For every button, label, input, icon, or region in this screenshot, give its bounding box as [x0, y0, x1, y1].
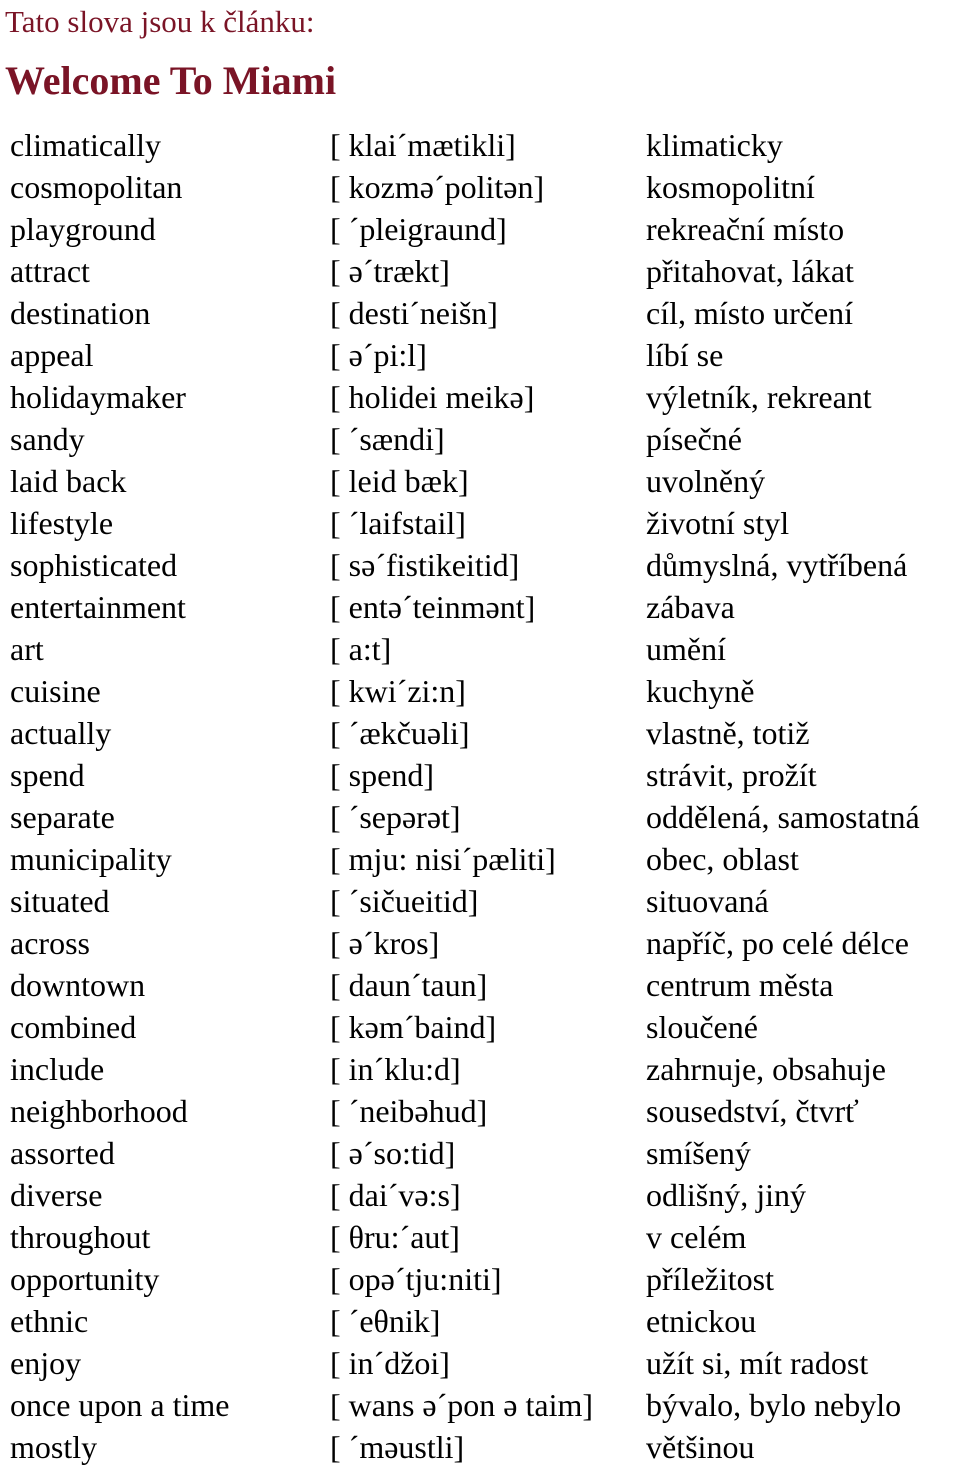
- pronunciation: [ wans ə´pon ə taim]: [330, 1387, 594, 1423]
- czech-translation: uvolněný: [646, 463, 766, 499]
- czech-translation: užít si, mít radost: [646, 1345, 869, 1381]
- pronunciation: [ kwi´zi:n]: [330, 673, 466, 709]
- vocab-row: [0, 964, 960, 1006]
- english-word: opportunity: [10, 1261, 160, 1297]
- czech-translation: umění: [646, 631, 726, 667]
- czech-translation: přitahovat, lákat: [646, 253, 854, 289]
- czech-translation: bývalo, bylo nebylo: [646, 1387, 902, 1423]
- pronunciation: [ in´džoi]: [330, 1345, 450, 1381]
- czech-translation: výletník, rekreant: [646, 379, 872, 415]
- vocab-row: [0, 1006, 960, 1048]
- english-word: throughout: [10, 1219, 151, 1255]
- pronunciation: [ ´sændi]: [330, 421, 445, 457]
- pronunciation: [ mju: nisi´pæliti]: [330, 841, 556, 877]
- vocab-row: [0, 838, 960, 880]
- vocab-row: [0, 1174, 960, 1216]
- english-word: actually: [10, 715, 112, 751]
- vocab-row: [0, 1132, 960, 1174]
- czech-translation: odlišný, jiný: [646, 1177, 807, 1213]
- czech-translation: vlastně, totiž: [646, 715, 810, 751]
- czech-translation: zahrnuje, obsahuje: [646, 1051, 886, 1087]
- vocab-row: [0, 1342, 960, 1384]
- english-word: municipality: [10, 841, 172, 877]
- english-word: climatically: [10, 127, 162, 163]
- english-word: separate: [10, 799, 115, 835]
- english-word: appeal: [10, 337, 94, 373]
- page-title: Welcome To Miami: [5, 58, 337, 103]
- pronunciation: [ ´eθnik]: [330, 1303, 441, 1339]
- pronunciation: [ sə´fistikeitid]: [330, 547, 520, 583]
- english-word: spend: [10, 757, 85, 793]
- pronunciation: [ desti´neišn]: [330, 295, 498, 331]
- pronunciation: [ ´sepərət]: [330, 799, 461, 835]
- pronunciation: [ ə´kros]: [330, 925, 440, 961]
- english-word: downtown: [10, 967, 146, 1003]
- czech-translation: napříč, po celé délce: [646, 925, 909, 961]
- vocab-row: [0, 334, 960, 376]
- czech-translation: sousedství, čtvrť: [646, 1093, 859, 1129]
- english-word: mostly: [10, 1429, 98, 1465]
- vocab-row: [0, 1048, 960, 1090]
- english-word: laid back: [10, 463, 127, 499]
- english-word: assorted: [10, 1135, 115, 1171]
- english-word: destination: [10, 295, 151, 331]
- czech-translation: oddělená, samostatná: [646, 799, 920, 835]
- pronunciation: [ ´sičueitid]: [330, 883, 479, 919]
- vocab-row: [0, 1258, 960, 1300]
- czech-translation: strávit, prožít: [646, 757, 817, 793]
- czech-translation: kuchyně: [646, 673, 755, 709]
- vocab-row: [0, 544, 960, 586]
- vocab-row: [0, 460, 960, 502]
- english-word: enjoy: [10, 1345, 82, 1381]
- pronunciation: [ ´neibəhud]: [330, 1093, 488, 1129]
- vocab-row: [0, 1384, 960, 1426]
- vocab-row: [0, 922, 960, 964]
- czech-translation: rekreační místo: [646, 211, 845, 247]
- czech-translation: centrum města: [646, 967, 834, 1003]
- vocab-row: [0, 292, 960, 334]
- english-word: art: [10, 631, 44, 667]
- pronunciation: [ θru:´aut]: [330, 1219, 460, 1255]
- english-word: holidaymaker: [10, 379, 186, 415]
- pronunciation: [ ´laifstail]: [330, 505, 466, 541]
- czech-translation: obec, oblast: [646, 841, 799, 877]
- vocab-row: [0, 1216, 960, 1258]
- czech-translation: životní styl: [646, 505, 790, 541]
- vocab-row: [0, 796, 960, 838]
- czech-translation: kosmopolitní: [646, 169, 815, 205]
- czech-translation: situovaná: [646, 883, 769, 919]
- vocab-row: [0, 124, 960, 166]
- english-word: playground: [10, 211, 156, 247]
- vocab-row: [0, 754, 960, 796]
- pronunciation: [ daun´taun]: [330, 967, 488, 1003]
- pronunciation: [ ´pleigraund]: [330, 211, 507, 247]
- vocab-row: [0, 1300, 960, 1342]
- english-word: cosmopolitan: [10, 169, 183, 205]
- english-word: include: [10, 1051, 105, 1087]
- pronunciation: [ dai´və:s]: [330, 1177, 461, 1213]
- english-word: combined: [10, 1009, 137, 1045]
- czech-translation: většinou: [646, 1429, 755, 1465]
- pronunciation: [ kəm´baind]: [330, 1009, 497, 1045]
- pronunciation: [ klai´mætikli]: [330, 127, 516, 163]
- vocab-row: [0, 1090, 960, 1132]
- pronunciation: [ opə´tju:niti]: [330, 1261, 502, 1297]
- english-word: cuisine: [10, 673, 101, 709]
- pronunciation: [ ə´trækt]: [330, 253, 450, 289]
- czech-translation: písečné: [646, 421, 742, 457]
- vocab-row: [0, 166, 960, 208]
- vocab-row: [0, 880, 960, 922]
- english-word: ethnic: [10, 1303, 89, 1339]
- vocab-row: [0, 250, 960, 292]
- czech-translation: smíšený: [646, 1135, 751, 1171]
- czech-translation: cíl, místo určení: [646, 295, 854, 331]
- pronunciation: [ ´məustli]: [330, 1429, 465, 1465]
- english-word: situated: [10, 883, 110, 919]
- english-word: entertainment: [10, 589, 186, 625]
- pronunciation: [ spend]: [330, 757, 434, 793]
- vocab-row: [0, 628, 960, 670]
- english-word: neighborhood: [10, 1093, 188, 1129]
- english-word: sandy: [10, 421, 85, 457]
- czech-translation: líbí se: [646, 337, 724, 373]
- czech-translation: v celém: [646, 1219, 747, 1255]
- vocab-row: [0, 1426, 960, 1468]
- english-word: diverse: [10, 1177, 103, 1213]
- english-word: across: [10, 925, 90, 961]
- pronunciation: [ ə´so:tid]: [330, 1135, 456, 1171]
- english-word: sophisticated: [10, 547, 178, 583]
- pronunciation: [ entə´teinmənt]: [330, 589, 536, 625]
- vocab-row: [0, 586, 960, 628]
- pronunciation: [ leid bæk]: [330, 463, 469, 499]
- czech-translation: sloučené: [646, 1009, 758, 1045]
- czech-translation: klimaticky: [646, 127, 783, 163]
- pronunciation: [ ´ækčuəli]: [330, 715, 470, 751]
- pronunciation: [ a:t]: [330, 631, 392, 667]
- vocab-row: [0, 208, 960, 250]
- subtitle: Tato slova jsou k článku:: [5, 4, 315, 39]
- vocabulary-list: [0, 124, 960, 1468]
- english-word: once upon a time: [10, 1387, 230, 1423]
- english-word: lifestyle: [10, 505, 114, 541]
- vocab-row: [0, 418, 960, 460]
- czech-translation: etnickou: [646, 1303, 757, 1339]
- czech-translation: příležitost: [646, 1261, 774, 1297]
- vocab-row: [0, 502, 960, 544]
- pronunciation: [ holidei meikə]: [330, 379, 535, 415]
- pronunciation: [ kozmə´politən]: [330, 169, 545, 205]
- pronunciation: [ in´klu:d]: [330, 1051, 461, 1087]
- czech-translation: důmyslná, vytříbená: [646, 547, 908, 583]
- pronunciation: [ ə´pi:l]: [330, 337, 427, 373]
- vocab-row: [0, 712, 960, 754]
- vocab-row: [0, 670, 960, 712]
- vocab-row: [0, 376, 960, 418]
- czech-translation: zábava: [646, 589, 735, 625]
- english-word: attract: [10, 253, 90, 289]
